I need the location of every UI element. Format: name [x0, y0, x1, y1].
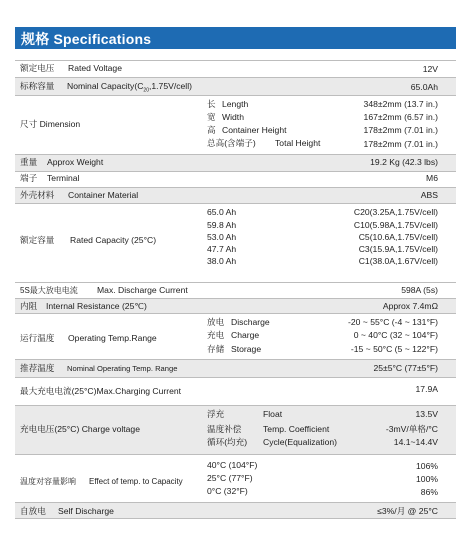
- row-divider: [15, 77, 456, 78]
- rated-capacity-label-en: Rated Capacity (25°C): [70, 235, 157, 245]
- self-discharge-label-en: Self Discharge: [58, 506, 114, 516]
- container-value: ABS: [420, 190, 438, 200]
- rated-capacity-ah-c10: 59.8 Ah: [207, 220, 237, 230]
- temp-effect-0c-value: 86%: [420, 487, 438, 497]
- charge-voltage-float-value: 13.5V: [415, 409, 438, 419]
- weight-label-cn: 重量: [20, 157, 38, 167]
- temp-effect-25c-label: 25°C (77°F): [207, 473, 253, 483]
- temp-effect-label-cn: 温度对容量影响: [20, 477, 76, 486]
- dimension-length-en: Length: [222, 99, 249, 109]
- weight-value: 19.2 Kg (42.3 lbs): [370, 157, 438, 167]
- charge-voltage-cycle-value: 14.1~14.4V: [393, 437, 438, 447]
- weight-label-en: Approx Weight: [47, 157, 104, 167]
- section-header: [15, 27, 456, 49]
- internal-resistance-value: Approx 7.4mΩ: [382, 301, 438, 311]
- operating-temp-discharge-cn: 放电: [207, 317, 225, 327]
- rated-capacity-ah-c20: 65.0 Ah: [207, 207, 237, 217]
- charge-voltage-coef-en: Temp. Coefficient: [263, 424, 330, 434]
- row-divider: [15, 502, 456, 503]
- row-divider: [15, 298, 456, 299]
- nominal-capacity-value: 65.0Ah: [410, 82, 438, 92]
- dimension-width-value: 167±2mm (6.57 in.): [363, 112, 438, 122]
- max-discharge-label-en: Max. Discharge Current: [97, 285, 188, 295]
- nominal-capacity-label-cn: 标称容量: [20, 81, 55, 91]
- rated-voltage-value: 12V: [422, 64, 438, 74]
- charge-voltage-coef-cn: 温度补偿: [207, 424, 242, 434]
- operating-temp-discharge-value: -20 ~ 55°C (-4 ~ 131°F): [348, 317, 438, 327]
- dimension-width-en: Width: [222, 112, 244, 122]
- row-divider: [15, 154, 456, 155]
- row-divider: [15, 454, 456, 455]
- charge-voltage-cycle-cn: 循环(均充): [207, 437, 248, 447]
- row-divider: [15, 377, 456, 378]
- rated-capacity-ah-c5: 53.0 Ah: [207, 232, 237, 242]
- operating-temp-storage-value: -15 ~ 50°C (5 ~ 122°F): [350, 344, 438, 354]
- operating-temp-charge-cn: 充电: [207, 330, 225, 340]
- max-charging-value: 17.9A: [415, 384, 438, 394]
- terminal-label-en: Terminal: [47, 173, 80, 183]
- row-divider: [15, 359, 456, 360]
- rated-capacity-rate-c3: C3(15.9A,1.75V/cell): [358, 244, 438, 254]
- self-discharge-label-cn: 自放电: [20, 506, 46, 516]
- internal-resistance-label-en: Internal Resistance (25℃): [46, 301, 147, 311]
- terminal-value: M6: [426, 173, 438, 183]
- rated-capacity-ah-c3: 47.7 Ah: [207, 244, 237, 254]
- rated-capacity-rate-c10: C10(5.98A,1.75V/cell): [353, 220, 438, 230]
- operating-temp-storage-en: Storage: [231, 344, 262, 354]
- dimension-height-value: 178±2mm (7.01 in.): [363, 125, 438, 135]
- operating-temp-discharge-en: Discharge: [231, 317, 270, 327]
- temp-effect-0c-label: 0°C (32°F): [207, 486, 248, 496]
- row-divider: [15, 282, 456, 283]
- charge-voltage-label: 充电电压(25°C) Charge voltage: [20, 424, 140, 434]
- temp-effect-25c-value: 100%: [416, 474, 438, 484]
- max-discharge-value: 598A (5s): [401, 285, 438, 295]
- rated-voltage-label-en: Rated Voltage: [68, 63, 122, 73]
- row-divider: [15, 203, 456, 204]
- row-divider: [15, 313, 456, 314]
- rated-capacity-rate-c1: C1(38.0A,1.67V/cell): [358, 256, 438, 266]
- row-divider: [15, 171, 456, 172]
- dimension-total-height-en: Total Height: [275, 138, 321, 148]
- nominal-temp-label-en: Nominal Operating Temp. Range: [67, 364, 178, 373]
- nominal-capacity-label-en: Nominal $Capacity(C_{20},1.75V/cell)$: [67, 81, 192, 94]
- rated-capacity-ah-c1: 38.0 Ah: [207, 256, 237, 266]
- self-discharge-value: ≤3%/月 @ 25°C: [377, 506, 438, 516]
- dimension-total-height-cn: 总高(含端子): [207, 138, 256, 148]
- max-charging-label: 最大充电电流(25°C)Max.Charging Current: [20, 386, 182, 396]
- operating-temp-label-cn: 运行温度: [20, 333, 55, 343]
- temp-effect-label-en: Effect of temp. to Capacity: [89, 477, 183, 486]
- operating-temp-storage-cn: 存储: [207, 344, 225, 354]
- rated-capacity-rate-c5: C5(10.6A,1.75V/cell): [358, 232, 438, 242]
- row-divider: [15, 60, 456, 61]
- rated-capacity-label-cn: 额定容量: [20, 235, 55, 245]
- charge-voltage-coef-value: -3mV/单格/°C: [385, 424, 438, 434]
- operating-temp-charge-en: Charge: [231, 330, 260, 340]
- dimension-total-height-value: 178±2mm (7.01 in.): [363, 139, 438, 149]
- dimension-length-cn: 长: [207, 99, 216, 109]
- dimension-length-value: 348±2mm (13.7 in.): [363, 99, 438, 109]
- charge-voltage-float-en: Float: [263, 409, 283, 419]
- dimension-width-cn: 宽: [207, 112, 216, 122]
- charge-voltage-float-cn: 浮充: [207, 409, 225, 419]
- rated-capacity-rate-c20: C20(3.25A,1.75V/cell): [353, 207, 438, 217]
- row-divider: [15, 405, 456, 406]
- temp-effect-40c-label: 40°C (104°F): [207, 460, 258, 470]
- terminal-label-cn: 端子: [20, 173, 38, 183]
- section-title: 规格 Specifications: [21, 31, 152, 47]
- operating-temp-charge-value: 0 ~ 40°C (32 ~ 104°F): [353, 330, 438, 340]
- operating-temp-label-en: Operating Temp.Range: [68, 333, 157, 343]
- charge-voltage-cycle-en: Cycle(Equalization): [263, 437, 338, 447]
- dimension-height-en: Container Height: [222, 125, 287, 135]
- row-divider: [15, 518, 456, 519]
- container-label-cn: 外壳材料: [20, 190, 55, 200]
- rated-voltage-label-cn: 额定电压: [20, 63, 55, 73]
- container-label-en: Container Material: [68, 190, 139, 200]
- internal-resistance-label-cn: 内阻: [20, 301, 38, 311]
- dimension-height-cn: 高: [207, 125, 216, 135]
- temp-effect-40c-value: 106%: [416, 461, 438, 471]
- row-divider: [15, 187, 456, 188]
- dimension-label: 尺寸 Dimension: [20, 119, 81, 129]
- nominal-temp-value: 25±5°C (77±5°F): [373, 363, 438, 373]
- max-discharge-label-cn: 5S最大放电电流: [20, 286, 78, 295]
- nominal-temp-label-cn: 推荐温度: [20, 363, 55, 373]
